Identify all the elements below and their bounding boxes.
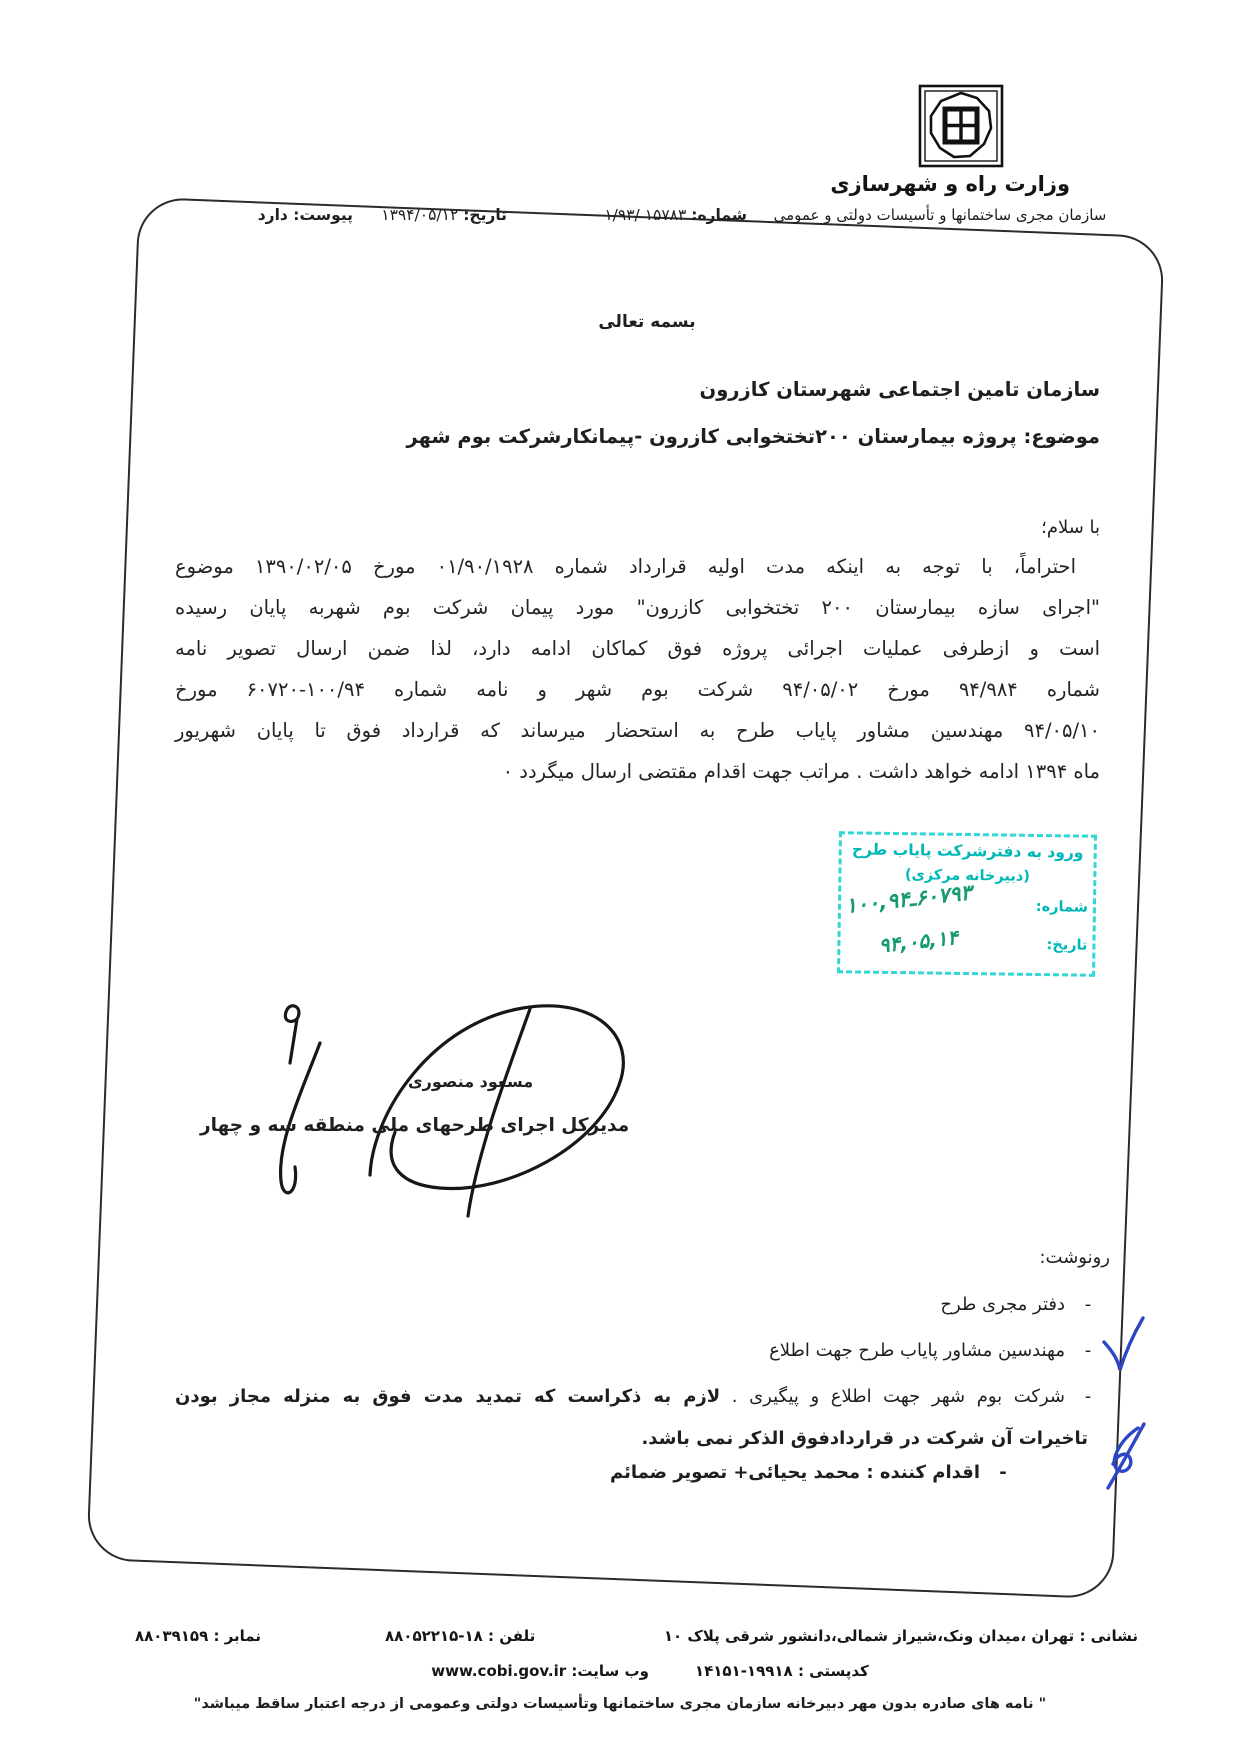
stamp-subtitle: (دبیرخانه مرکزی) [904,867,1030,885]
footer-phone-value: ۸۸۰۵۲۲۱۵-۱۸ [385,1627,483,1645]
ref-date [381,206,507,224]
ref-attachment-value: دارد [257,206,288,224]
organization-subtitle: سازمان مجری ساختمانها و تأسیسات دولتی و عمومی [773,206,1107,224]
besmeleh-heading: بسمه تعالی [598,312,696,332]
cc-item [175,1386,1095,1407]
stamp-title: ورود به دفترشرکت پایاب طرح [851,840,1084,862]
cc-heading: رونوشت: [1039,1247,1110,1268]
cc-item-text-normal: شرکت بوم شهر جهت اطلاع و پیگیری . [731,1386,1066,1407]
checkmark-pen-icon [1098,1314,1146,1378]
footer-postal-value: ۱۴۱۵۱-۱۹۹۱۸ [694,1662,793,1680]
cc-item-text: مهندسین مشاور پایاب طرح جهت اطلاع [769,1340,1065,1361]
footer-row2 [330,1662,970,1680]
recipient-line: سازمان تامین اجتماعی شهرستان کازرون [699,378,1100,401]
action-by-text: اقدام کننده : محمد یحیائی+ تصویر ضمائم [609,1462,980,1483]
footer-disclaimer: " نامه های صادره بدون مهر دبیرخانه سازمان مجری ساختمانها وتأسیسات دولتی وعمومی از درجه اعتبار ساقط میباشد" [193,1696,1047,1712]
ref-number-value: ۰۱/۹۳/ ۱۵۷۸۳ [596,206,687,224]
cc-item-continuation: تاخیرات آن شرکت در قراردادفوق الذکر نمی باشد. [641,1428,1088,1449]
action-by-line [610,1462,1010,1483]
entry-stamp [837,831,1097,977]
ref-attachment [258,206,353,224]
bullet-dash: - [1084,1386,1092,1407]
footer-postal [695,1662,869,1680]
letter-body [175,546,1100,792]
footer-address-label: نشانی : [1079,1627,1138,1645]
body-line: ماه ۱۳۹۴ ادامه خواهد داشت . مراتب جهت اقدام مقتضی ارسال میگردد ۰ [502,760,1100,783]
footer-address [664,1627,1138,1645]
footer-address-value: تهران ،میدان ونک،شیراز شمالی،دانشور شرقی پلاک ۱۰ [663,1627,1075,1645]
pen-initial-icon [1100,1416,1148,1494]
body-line: احتراماً، با توجه به اینکه مدت اولیه قرارداد شماره ۰۱/۹۰/۱۹۲۸ مورخ ۱۳۹۰/۰۲/۰۵ موضوع [175,555,1076,578]
footer-website-label: وب سایت: [571,1662,649,1680]
body-line: است و ازطرفی عملیات اجرائی پروژه فوق کماکان ادامه دارد، لذا ضمن ارسال تصویر نامه [175,637,1100,660]
body-line: "اجرای سازه بیمارستان ۲۰۰ تختخوابی کازرون" مورد پیمان شرکت بوم شهربه پایان رسیده [175,596,1100,619]
ref-attachment-label: پیوست: [293,206,353,224]
footer-fax-value: ۸۸۰۳۹۱۵۹ [135,1627,209,1645]
footer-phone-label: تلفن : [488,1627,536,1645]
ministry-title: وزارت راه و شهرسازی [830,172,1070,196]
footer-website [431,1662,649,1680]
bullet-dash: - [999,1462,1007,1483]
bullet-dash: - [1084,1294,1092,1315]
footer-fax [135,1627,261,1645]
salutation: با سلام؛ [1041,517,1100,538]
cc-item-text-bold: لازم به ذکراست که تمدید مدت فوق به منزله مجاز بودن [175,1386,721,1407]
signatory-title: مدیرکل اجرای طرحهای ملی منطقه سه و چهار [200,1115,630,1136]
signature-scribble-icon [225,985,655,1220]
ref-date-label: تاریخ: [463,206,507,224]
stamp-date-handwritten: ۹۴,۰۵,۱۴ [877,925,960,958]
stamp-date-label: تاریخ: [1046,937,1088,954]
cc-item [940,1294,1095,1315]
stamp-number-label: شماره: [1035,898,1089,916]
subject-line: موضوع: پروژه بیمارستان ۲۰۰تختخوابی کازرون -پیمانکارشرکت بوم شهر [406,425,1100,448]
stamp-number-handwritten: ۱۰۰,۹۴ـ۶۰۷۹۳ [844,880,973,918]
cc-item [769,1340,1095,1361]
ministry-logo-icon [916,84,1006,170]
footer-website-url: www.cobi.gov.ir [431,1662,567,1680]
footer-fax-label: نمابر : [213,1627,261,1645]
bullet-dash: - [1084,1340,1092,1361]
body-line: شماره ۹۴/۹۸۴ مورخ ۹۴/۰۵/۰۲ شرکت بوم شهر و نامه شماره ۱۰۰/۹۴-۶۰۷۲۰ مورخ [175,678,1101,701]
ref-number [596,206,747,224]
cc-item-text: دفتر مجری طرح [940,1294,1065,1315]
footer-phone [385,1627,535,1645]
body-line: ۹۴/۰۵/۱۰ مهندسین مشاور پایاب طرح به استحضار میرساند که قرارداد فوق تا پایان شهریور [175,719,1100,742]
signatory-name: مسعود منصوری [408,1072,534,1091]
ref-number-label: شماره: [691,206,747,224]
cc-item-text [175,1386,1065,1407]
footer-postal-label: کدپستی : [797,1662,869,1680]
ref-date-value: ۱۳۹۴/۰۵/۱۲ [381,206,459,224]
